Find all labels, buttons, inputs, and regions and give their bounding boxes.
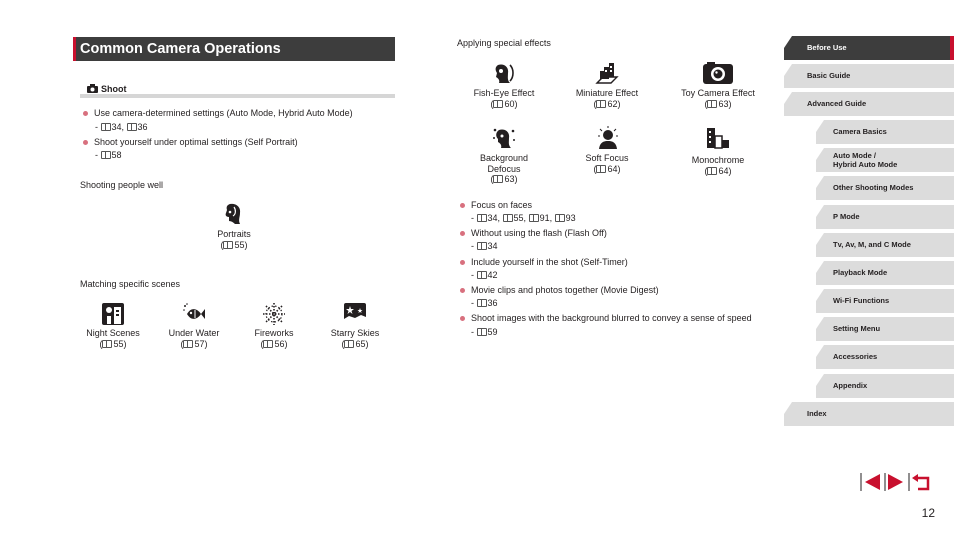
section-header xyxy=(80,84,395,98)
list-item: Use camera-determined settings (Auto Mode, Hybrid Auto Mode) xyxy=(94,108,353,118)
tab-playback-mode[interactable]: Playback Mode xyxy=(824,261,954,285)
next-page-icon[interactable] xyxy=(884,472,906,492)
tab-camera-basics[interactable]: Camera Basics xyxy=(824,120,954,144)
miniature-label: Miniature Effect ( 62) xyxy=(567,88,647,109)
book-icon xyxy=(223,241,233,249)
camera-icon xyxy=(87,84,98,95)
miniature-icon xyxy=(595,61,619,87)
book-icon xyxy=(477,271,487,279)
prev-page-icon[interactable] xyxy=(860,472,882,492)
fireworks-icon xyxy=(262,302,286,328)
book-icon xyxy=(263,340,273,348)
book-icon xyxy=(477,242,487,250)
book-icon xyxy=(102,340,112,348)
night-scenes-label: Night Scenes ( 55) xyxy=(73,328,153,349)
list-item: Shoot yourself under optimal settings (Self Portrait) xyxy=(94,137,298,147)
book-icon xyxy=(707,100,717,108)
page-ref: ( 63) xyxy=(704,98,732,109)
tab-basic-guide[interactable]: Basic Guide xyxy=(792,64,954,88)
night-scene-icon xyxy=(101,302,125,328)
page-ref: ( 64) xyxy=(593,163,621,174)
book-icon xyxy=(493,175,503,183)
list-item: Include yourself in the shot (Self-Timer) xyxy=(471,257,628,267)
portrait-icon xyxy=(221,202,245,228)
tab-accessories[interactable]: Accessories xyxy=(824,345,954,369)
book-icon xyxy=(555,214,565,222)
tab-appendix[interactable]: Appendix xyxy=(824,374,954,398)
book-icon xyxy=(707,167,717,175)
fisheye-icon xyxy=(492,61,516,87)
subheading: Matching specific scenes xyxy=(80,279,181,289)
return-icon[interactable] xyxy=(908,472,934,492)
soft-focus-label: Soft Focus ( 64) xyxy=(567,153,647,174)
background-defocus-label: Background Defocus ( 63) xyxy=(464,153,544,185)
page-ref[interactable]: - 34 xyxy=(471,241,498,251)
page-title: Common Camera Operations xyxy=(73,37,395,61)
section-label: Shoot xyxy=(101,84,127,94)
book-icon xyxy=(344,340,354,348)
tab-other-shooting-modes[interactable]: Other Shooting Modes xyxy=(824,176,954,200)
fireworks-label: Fireworks ( 56) xyxy=(234,328,314,349)
page-ref: ( 63) xyxy=(490,174,518,184)
page-ref[interactable]: - 59 xyxy=(471,327,498,337)
book-icon xyxy=(477,328,487,336)
book-icon xyxy=(101,123,111,131)
subheading: Applying special effects xyxy=(457,38,551,48)
book-icon xyxy=(596,165,606,173)
background-defocus-icon xyxy=(492,126,516,152)
page-ref: ( 56) xyxy=(260,338,288,349)
soft-focus-icon xyxy=(596,126,620,152)
tab-setting-menu[interactable]: Setting Menu xyxy=(824,317,954,341)
book-icon xyxy=(127,123,137,131)
page-ref[interactable]: - 34, 36 xyxy=(95,122,148,132)
toy-camera-icon xyxy=(702,61,734,87)
page-number: 12 xyxy=(921,506,935,520)
list-item: Movie clips and photos together (Movie Digest) xyxy=(471,285,659,295)
toy-camera-label: Toy Camera Effect ( 63) xyxy=(673,88,763,109)
page-ref[interactable]: - 36 xyxy=(471,298,498,308)
page-ref: ( 55) xyxy=(220,239,248,250)
tab-index[interactable]: Index xyxy=(792,402,954,426)
starry-sky-icon xyxy=(343,302,367,328)
page-ref[interactable]: - 58 xyxy=(95,150,122,160)
fisheye-label: Fish-Eye Effect ( 60) xyxy=(464,88,544,109)
book-icon xyxy=(477,299,487,307)
tab-tv-av-m-c-mode[interactable]: Tv, Av, M, and C Mode xyxy=(824,233,954,257)
monochrome-icon xyxy=(706,126,730,152)
under-water-label: Under Water ( 57) xyxy=(154,328,234,349)
tab-p-mode[interactable]: P Mode xyxy=(824,205,954,229)
page-ref: ( 55) xyxy=(99,338,127,349)
book-icon xyxy=(101,151,111,159)
underwater-icon xyxy=(182,302,206,328)
list-item: Shoot images with the background blurred to convey a sense of speed xyxy=(471,313,752,323)
page-ref: ( 65) xyxy=(341,338,369,349)
page-ref: ( 64) xyxy=(704,165,732,176)
book-icon xyxy=(477,214,487,222)
page-ref: ( 60) xyxy=(490,98,518,109)
book-icon xyxy=(503,214,513,222)
page-ref: ( 62) xyxy=(593,98,621,109)
portraits-label: Portraits ( 55) xyxy=(194,229,274,250)
starry-skies-label: Starry Skies ( 65) xyxy=(315,328,395,349)
page-ref: ( 57) xyxy=(180,338,208,349)
tab-before-use[interactable]: Before Use xyxy=(792,36,954,60)
tab-wifi-functions[interactable]: Wi-Fi Functions xyxy=(824,289,954,313)
tab-advanced-guide[interactable]: Advanced Guide xyxy=(792,92,954,116)
list-item: Without using the flash (Flash Off) xyxy=(471,228,607,238)
tab-auto-mode[interactable]: Auto Mode / Hybrid Auto Mode xyxy=(824,148,954,172)
book-icon xyxy=(493,100,503,108)
monochrome-label: Monochrome ( 64) xyxy=(673,155,763,176)
subheading: Shooting people well xyxy=(80,180,164,190)
list-item: Focus on faces xyxy=(471,200,533,210)
page-ref[interactable]: - 34, 55, 91, 93 xyxy=(471,213,576,223)
book-icon xyxy=(529,214,539,222)
book-icon xyxy=(596,100,606,108)
page-ref[interactable]: - 42 xyxy=(471,270,498,280)
book-icon xyxy=(183,340,193,348)
